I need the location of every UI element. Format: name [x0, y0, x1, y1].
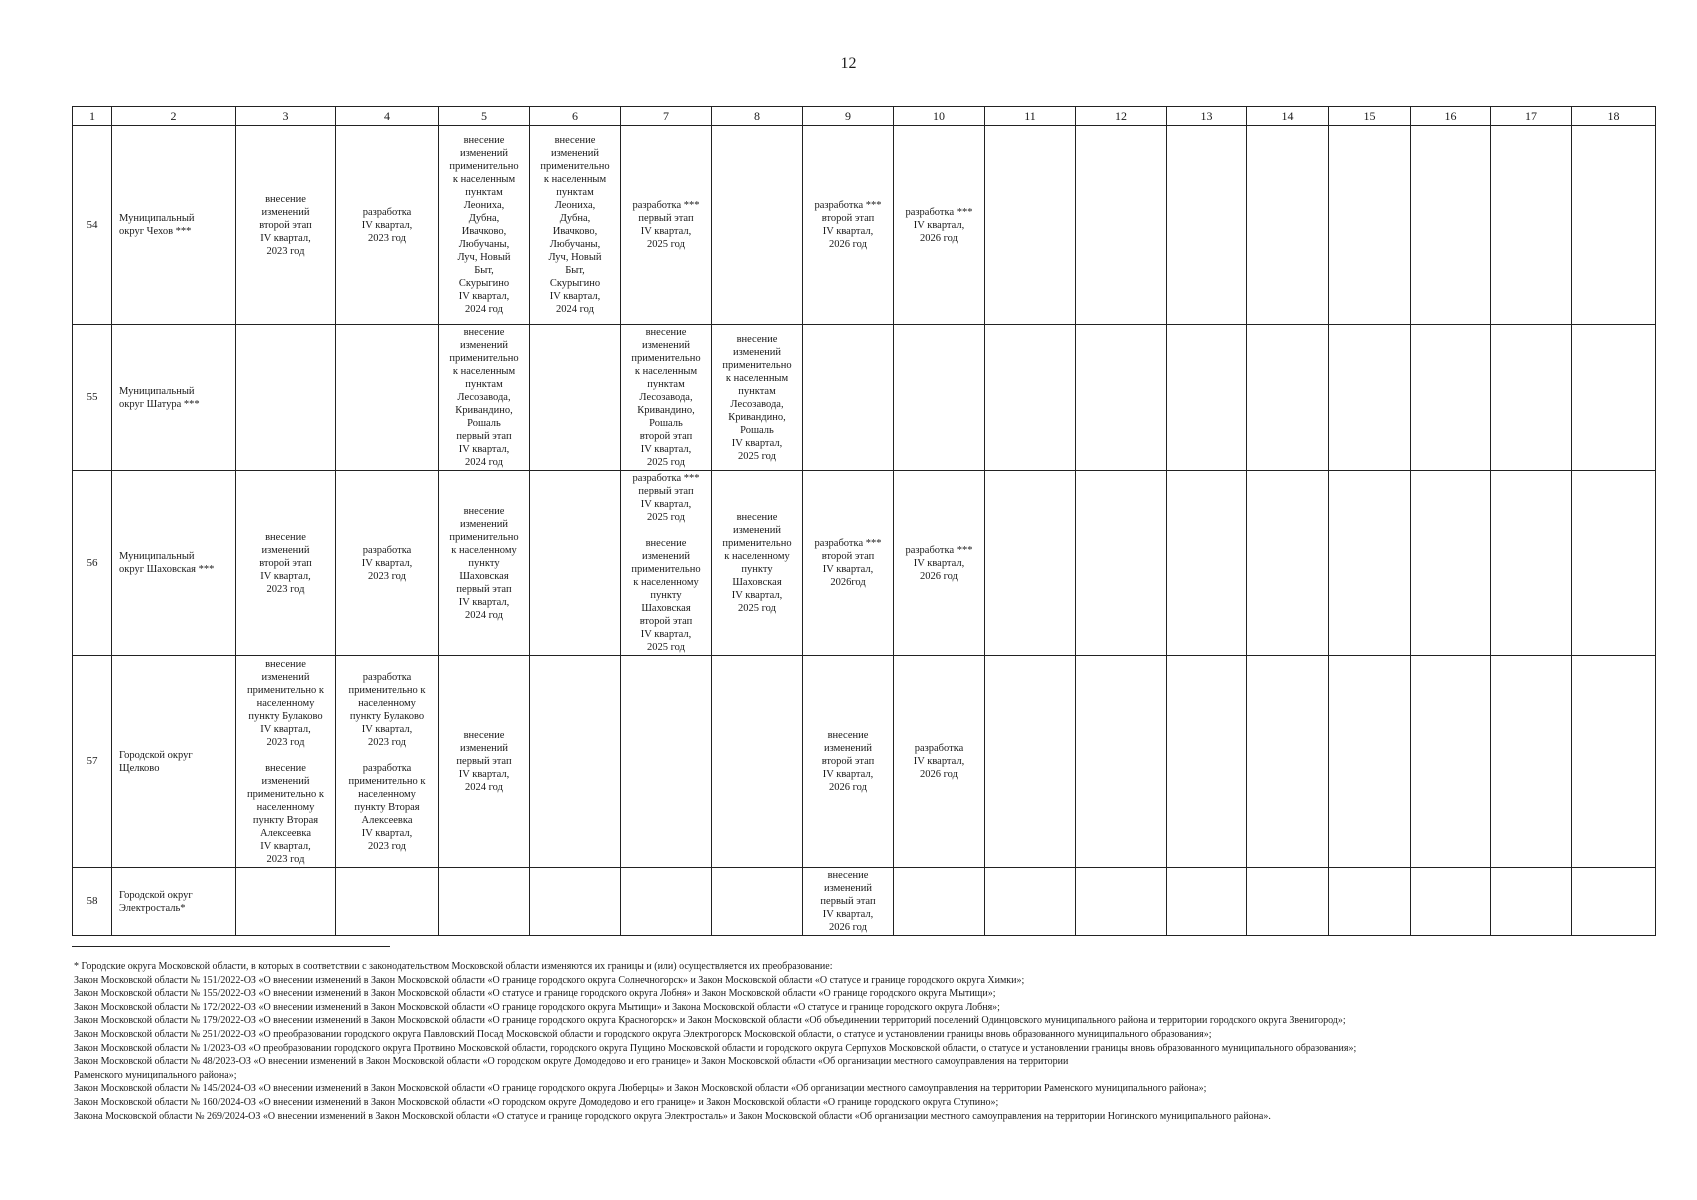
table-cell	[985, 656, 1076, 868]
column-header: 10	[894, 107, 985, 126]
footnote-line: * Городские округа Московской области, в которых в соответствии с законодательством Московской области изменяются их границы и (или) осуществляется их преобразование:	[74, 961, 833, 972]
row-number: 55	[73, 325, 112, 471]
table-cell	[1247, 868, 1329, 936]
table-cell	[1411, 325, 1491, 471]
row-number: 54	[73, 126, 112, 325]
table-cell	[712, 868, 803, 936]
table-cell	[1329, 868, 1411, 936]
table-cell: разработка *** второй этап IV квартал, 2026год	[803, 471, 894, 656]
table-cell: разработка IV квартал, 2023 год	[336, 471, 439, 656]
footnote-line: Раменского муниципального района»;	[74, 1069, 237, 1081]
table-cell: внесение изменений применительно к населенным пунктам Лесозавода, Кривандино, Рошаль второй этап IV квартал, 2025 год	[621, 325, 712, 471]
table-cell: разработка IV квартал, 2023 год	[336, 126, 439, 325]
column-header: 4	[336, 107, 439, 126]
table-cell	[1329, 656, 1411, 868]
table-cell: внесение изменений применительно к населенному пункту Булаково IV квартал, 2023 год внесение изменений применительно к населенному пункту Вторая Алексеевка IV квартал, 2023 год	[236, 656, 336, 868]
table-cell	[1572, 325, 1656, 471]
table-cell	[985, 868, 1076, 936]
table-row	[73, 471, 1656, 656]
table-row	[73, 325, 1656, 471]
column-header: 18	[1572, 107, 1656, 126]
table-cell	[1247, 325, 1329, 471]
column-header: 1	[73, 107, 112, 126]
table-cell	[1491, 656, 1572, 868]
municipality-name: Городской округ Щелково	[112, 656, 236, 868]
footnotes	[74, 960, 1654, 1123]
footnote-line: Закон Московской области № 179/2022-ОЗ «О внесении изменений в Закон Московской области «О границе городского округа Красногорск» и Закон Московской области «Об объединении территорий поселений Одинцовского муниципального района и территории городского округа Звенигород»;	[74, 1015, 1346, 1027]
table-cell	[1167, 868, 1247, 936]
column-header: 6	[530, 107, 621, 126]
table-cell	[530, 325, 621, 471]
table-cell	[1167, 656, 1247, 868]
table-cell: внесение изменений второй этап IV квартал, 2026 год	[803, 656, 894, 868]
table-cell	[1572, 126, 1656, 325]
page-number: 12	[840, 55, 857, 72]
table-cell	[1411, 656, 1491, 868]
table-cell	[1247, 126, 1329, 325]
table-cell: разработка *** IV квартал, 2026 год	[894, 471, 985, 656]
table-row	[73, 656, 1656, 868]
footnote-line: Закон Московской области № 251/2022-ОЗ «О преобразовании городского округа Павловский Посад Московской области и городского округа Электрогорск Московской области, о статусе и установлении границы вновь образованного муниципального образования»;	[74, 1028, 1212, 1040]
table-cell: разработка *** первый этап IV квартал, 2025 год	[621, 126, 712, 325]
footnote-line: Закон Московской области № 145/2024-ОЗ «О внесении изменений в Закон Московской области «О границе городского округа Люберцы» и Закон Московской области «Об организации местного самоуправления на территории Раменского муниципального района»;	[74, 1083, 1207, 1095]
table-cell	[1491, 126, 1572, 325]
table-cell	[894, 868, 985, 936]
table-cell	[1247, 656, 1329, 868]
table-cell	[336, 325, 439, 471]
table-cell	[1247, 471, 1329, 656]
footnote-line: Закон Московской области № 172/2022-ОЗ «О внесении изменений в Закон Московской области «О границе городского округа Мытищи» и Закона Московской области «О статусе и границе городского округа Лобня»;	[74, 1001, 1000, 1013]
municipality-name: Городской округ Электросталь*	[112, 868, 236, 936]
municipality-name: Муниципальный округ Чехов ***	[112, 126, 236, 325]
table-cell: разработка *** второй этап IV квартал, 2026 год	[803, 126, 894, 325]
table-cell	[894, 325, 985, 471]
column-header: 17	[1491, 107, 1572, 126]
table-cell: разработка *** первый этап IV квартал, 2025 год внесение изменений применительно к населенному пункту Шаховская второй этап IV квартал, 2025 год	[621, 471, 712, 656]
table-cell	[1329, 126, 1411, 325]
footnote-line: Закон Московской области № 160/2024-ОЗ «О внесении изменений в Закон Московской области «О городском округе Домодедово и его границе» и Закон Московской области «О границе городского округа Ступино»;	[74, 1096, 999, 1108]
column-header: 3	[236, 107, 336, 126]
table-cell: разработка применительно к населенному пункту Булаково IV квартал, 2023 год разработка применительно к населенному пункту Вторая Алексеевка IV квартал, 2023 год	[336, 656, 439, 868]
table-cell	[1329, 325, 1411, 471]
table-cell: внесение изменений применительно к населенным пунктам Леониха, Дубна, Ивачково, Любучаны, Луч, Новый Быт, Скурыгино IV квартал, 2024 год	[530, 126, 621, 325]
column-header: 11	[985, 107, 1076, 126]
footnote-line: Закон Московской области № 155/2022-ОЗ «О внесении изменений в Закон Московской области «О статусе и границе городского округа Лобня» и Закон Московской области «О границе городского округа Мытищи»;	[74, 988, 996, 1000]
column-header: 13	[1167, 107, 1247, 126]
column-header: 15	[1329, 107, 1411, 126]
table-cell	[985, 126, 1076, 325]
column-header: 8	[712, 107, 803, 126]
footnote-line: Закон Московской области № 151/2022-ОЗ «О внесении изменений в Закон Московской области «О границе городского округа Солнечногорск» и Закон Московской области «О статусе и границе городского округа Химки»;	[74, 974, 1025, 986]
footnote-line: Закона Московской области № 269/2024-ОЗ «О внесении изменений в Закон Московской области «О статусе и границе городского округа Электросталь» и Закон Московской области «Об организации местного самоуправления на территории Ногинского муниципального района».	[74, 1110, 1271, 1122]
table-cell	[1491, 868, 1572, 936]
table-cell	[985, 471, 1076, 656]
table-cell: разработка *** IV квартал, 2026 год	[894, 126, 985, 325]
table-cell	[1411, 868, 1491, 936]
row-number: 57	[73, 656, 112, 868]
column-header: 2	[112, 107, 236, 126]
municipality-name: Муниципальный округ Шаховская ***	[112, 471, 236, 656]
table-cell	[1572, 471, 1656, 656]
table-cell	[236, 868, 336, 936]
table-cell	[621, 656, 712, 868]
column-header: 9	[803, 107, 894, 126]
table-cell	[1491, 471, 1572, 656]
table-cell	[1167, 325, 1247, 471]
table-row	[73, 868, 1656, 936]
table-cell	[712, 656, 803, 868]
footnote-divider	[72, 946, 390, 947]
table-cell: внесение изменений второй этап IV квартал, 2023 год	[236, 471, 336, 656]
table-cell	[1076, 868, 1167, 936]
table-cell	[621, 868, 712, 936]
table-cell: внесение изменений применительно к населенным пунктам Леониха, Дубна, Ивачково, Любучаны, Луч, Новый Быт, Скурыгино IV квартал, 2024 год	[439, 126, 530, 325]
table-cell: внесение изменений применительно к населенным пунктам Лесозавода, Кривандино, Рошаль IV квартал, 2025 год	[712, 325, 803, 471]
footnote-line: Закон Московской области № 1/2023-ОЗ «О преобразовании городского округа Протвино Московской области, городского округа Пущино Московской области и городского округа Серпухов Московской области, о статусе и установлении границы вновь образованного муниципального образования»;	[74, 1042, 1357, 1054]
table-cell	[1167, 126, 1247, 325]
row-number: 58	[73, 868, 112, 936]
table-cell	[1491, 325, 1572, 471]
table-cell	[530, 868, 621, 936]
table-cell	[712, 126, 803, 325]
table-cell	[985, 325, 1076, 471]
table-cell	[336, 868, 439, 936]
column-header: 5	[439, 107, 530, 126]
table-cell	[1572, 868, 1656, 936]
table-cell	[1411, 471, 1491, 656]
table-cell: внесение изменений первый этап IV квартал, 2024 год	[439, 656, 530, 868]
table-cell	[1572, 656, 1656, 868]
table-cell	[439, 868, 530, 936]
table-cell	[803, 325, 894, 471]
table-cell	[530, 471, 621, 656]
column-header: 14	[1247, 107, 1329, 126]
table-cell	[1329, 471, 1411, 656]
table-cell: внесение изменений применительно к населенному пункту Шаховская IV квартал, 2025 год	[712, 471, 803, 656]
table-cell	[1076, 471, 1167, 656]
column-header: 12	[1076, 107, 1167, 126]
municipality-name: Муниципальный округ Шатура ***	[112, 325, 236, 471]
table-cell	[236, 325, 336, 471]
table-cell	[1076, 656, 1167, 868]
table-cell	[1076, 126, 1167, 325]
table-cell: разработка IV квартал, 2026 год	[894, 656, 985, 868]
table-cell	[1076, 325, 1167, 471]
table-cell	[530, 656, 621, 868]
table-cell: внесение изменений применительно к населенным пунктам Лесозавода, Кривандино, Рошаль первый этап IV квартал, 2024 год	[439, 325, 530, 471]
table-row	[73, 126, 1656, 325]
footnote-line: Закон Московской области № 48/2023-ОЗ «О внесении изменений в Закон Московской области «О городском округе Домодедово и его границе» и Закон Московской области «Об организации местного самоуправления на территории	[74, 1056, 1069, 1068]
table-cell	[1411, 126, 1491, 325]
column-header: 16	[1411, 107, 1491, 126]
table-cell: внесение изменений первый этап IV квартал, 2026 год	[803, 868, 894, 936]
column-header: 7	[621, 107, 712, 126]
table-cell: внесение изменений второй этап IV квартал, 2023 год	[236, 126, 336, 325]
header-row	[73, 107, 1656, 126]
table-cell: внесение изменений применительно к населенному пункту Шаховская первый этап IV квартал, 2024 год	[439, 471, 530, 656]
row-number: 56	[73, 471, 112, 656]
plan-table	[72, 106, 1656, 936]
table-cell	[1167, 471, 1247, 656]
